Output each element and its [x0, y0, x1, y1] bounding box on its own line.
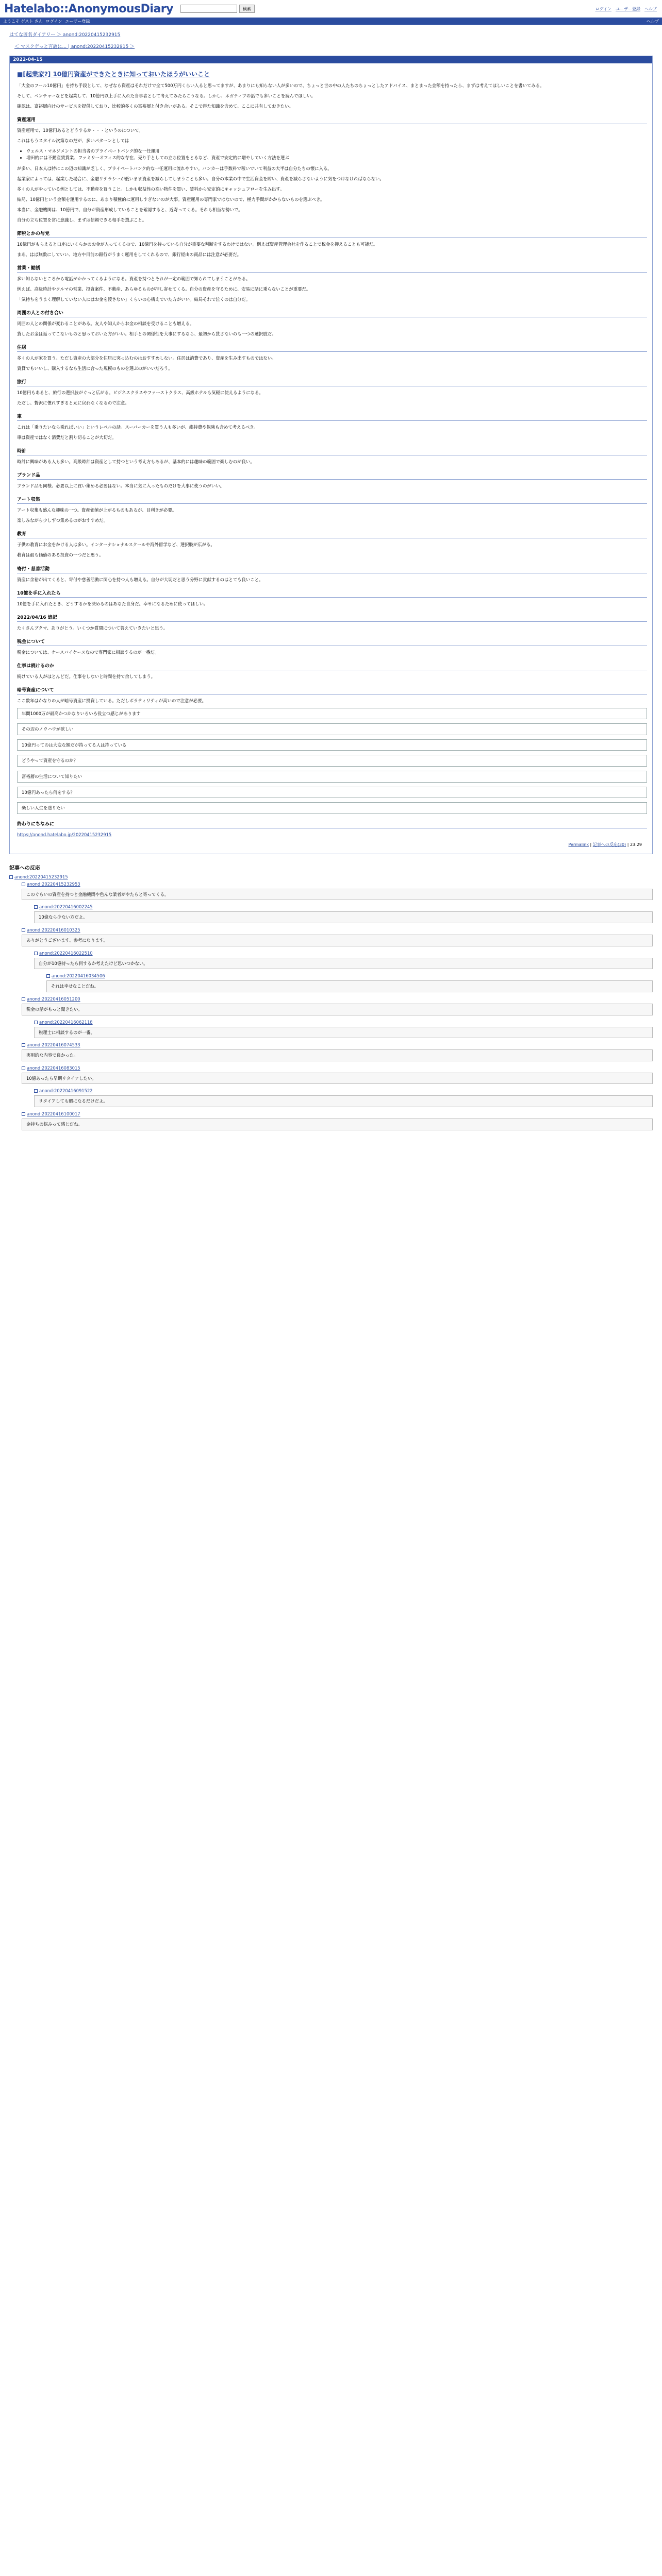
comment-toggle-icon[interactable] — [34, 1021, 38, 1024]
comment-header — [34, 1020, 653, 1025]
entry-subsection — [17, 530, 647, 558]
subsection-paragraph: 子供の教育にお金をかける人は多い。インターナショナルスクールや海外留学など、選択肢が広がる。 — [17, 542, 215, 548]
navbar-register[interactable]: ユーザー登録 — [65, 19, 90, 24]
site-header — [0, 0, 662, 18]
subsection-paragraph: 10億を手に入れたとき、どうするかを決めるのはあなた自身だ。幸せになるために使ってほしい。 — [17, 601, 208, 606]
reactions-link[interactable]: 記事への反応(30) — [592, 842, 626, 847]
comment-id-link[interactable]: anond:20220416091522 — [39, 1088, 93, 1094]
entry-section — [10, 63, 652, 854]
entry-title[interactable] — [17, 70, 647, 78]
comment-list — [9, 874, 653, 1130]
entry-time: 23:29 — [630, 842, 642, 847]
comment-item — [34, 951, 653, 970]
pager-top[interactable]: ＜ マスクゲっと言語に... | anond:20220415232915 ＞ — [14, 44, 135, 49]
comment-item — [22, 1111, 653, 1130]
subsection-paragraph: 結局、10億円という金額を運用するのに、あまり積極的に運用しすぎないのが大事。資産運用の専門家ではないので、極力手間がかからないものを選ぶべき。 — [17, 197, 325, 202]
subsection-paragraph: 楽しみながら少しずつ集めるのがおすすめだ。 — [17, 518, 108, 523]
list-item: • ウェルス・マネジメントの担当者のプライベートバンク的な一任運用 — [26, 148, 647, 155]
entry-subsection — [17, 589, 647, 607]
comment-item — [22, 927, 653, 946]
comment-header — [22, 1042, 653, 1047]
comment-id-link[interactable]: anond:20220416002245 — [39, 904, 93, 910]
entry-subsection — [17, 413, 647, 441]
comment-toggle-icon[interactable] — [22, 928, 25, 932]
comment-item — [34, 1088, 653, 1107]
comment-item — [22, 882, 653, 901]
comment-item — [22, 1042, 653, 1061]
comment-body: 10億なら少ない方だよ。 — [34, 911, 653, 923]
comment-header — [46, 973, 653, 978]
subsection-paragraph: 起業家によっては、起業した場合に、金融リテラシーが低いまま資産を減らしてしまうことも多い。自分の本業の中で生活資金を賄い、資産を減らさないように気をつけなければならない。 — [17, 176, 384, 182]
subsection-paragraph: 10億円がもらえると口座にいくらかのお金が入ってくるので、10億円を持っている自分が重要な判断をするわけではない。例えば資産管理会社を作ることで税金を抑えることも可能だ。 — [17, 242, 378, 247]
comment-id-link[interactable]: anond:20220416022510 — [39, 950, 93, 956]
navbar — [0, 18, 662, 25]
subsection-paragraph: 貸したお金は返ってこないものと思っておいた方がいい。相手との関係性を大事にするなら、最初から貸さないのも一つの選択肢だ。 — [17, 331, 276, 337]
comment-header — [34, 951, 653, 956]
comment-header — [34, 904, 653, 909]
comment-id-link[interactable]: anond:20220416062118 — [39, 1019, 93, 1025]
subsection-paragraph: ブランド品も同様。必要以上に買い集める必要はない。本当に気に入ったものだけを大事に使うのがいい。 — [17, 483, 224, 489]
intro-paragraph: 「大金のフール10億円」を持ち手段として、なぜなら資産はそれだけで全て500万円くらい入ると思ってますが、あまりにも知らない人が多いので、ちょっと世の中の人たちのちょっとしたアドバイス、まとまった金額を持ったら、まずは考えてほしいことを書いてみる。 — [17, 83, 544, 88]
entry-subsection — [17, 344, 647, 372]
entry-subsection — [17, 496, 647, 524]
comment-body: 税金の話がもっと聞きたい。 — [22, 1004, 653, 1015]
comment-body: このぐらいの資産を持つと金融機関や色んな業者がやたらと寄ってくる。 — [22, 889, 653, 901]
subsection-heading: 旅行 — [17, 378, 647, 386]
subsection-paragraph: 「気持ちをうまく理解していない人にはお金を渡さない」くらいの心構えでいた方がいい。結局それで泣くのは自分だ。 — [17, 297, 251, 302]
comment-id-link[interactable]: anond:20220416010325 — [27, 927, 80, 933]
subsection-paragraph: ただし、贅沢に慣れすぎると元に戻れなくなるので注意。 — [17, 400, 129, 406]
search-button[interactable]: 検索 — [239, 5, 255, 13]
search-input[interactable] — [180, 5, 237, 13]
qa-answer: ここ数年はかなりの人が暗号資産に投資している。ただしボラティリティが高いので注意が必要。 — [17, 698, 206, 703]
qa-answer: 続けている人がほとんどだ。仕事をしないと時間を持て余してしまう。 — [17, 673, 155, 679]
comment-header — [22, 927, 653, 933]
subsection-paragraph: アート収集も盛んな趣味の一つ。資産価値が上がるものもあるが、目利きが必要。 — [17, 507, 177, 513]
subsection-paragraph: 本当に、金融機関は、10億円で、自分が資産形成していることを確認すると、近寄ってくる。それも相当な勢いで。 — [17, 207, 243, 213]
quote-box: 富裕層の生活について知りたい — [17, 771, 647, 783]
comment-body: それは幸せなことだね。 — [46, 980, 653, 992]
entry-subsection — [17, 230, 647, 258]
qa-question: 仕事は続けるのか — [17, 662, 647, 670]
comment-body: 10億あったら早期リタイアしたい。 — [22, 1073, 653, 1084]
quote-box: どうやって資産を守るのか？ — [17, 755, 647, 767]
subsection-heading: ブランド品 — [17, 471, 647, 480]
comment-body: 自分が10億持ったら何するか考えたけど思いつかない。 — [34, 958, 653, 970]
comment-toggle-icon[interactable] — [22, 1112, 25, 1116]
comment-header — [22, 1111, 653, 1116]
diary-day — [9, 56, 653, 854]
comment-id-link[interactable]: anond:20220416100017 — [27, 1111, 80, 1116]
site-logo[interactable]: Hatelabo::AnonymousDiary — [4, 2, 173, 15]
subsection-paragraph: これはもうスタイル次第なのだが、多いパターンとしては — [17, 138, 129, 144]
subsection-paragraph: 多くの人が家を買う。ただし資産の大部分を住居に突っ込むのはおすすめしない。住居は消費であり、資産を生み出すものではない。 — [17, 355, 276, 361]
qa-question: 暗号資産について — [17, 686, 647, 694]
comment-toggle-icon[interactable] — [34, 905, 38, 909]
closing-link[interactable]: https://anond.hatelabo.jp/20220415232915 — [17, 832, 112, 837]
subsection-paragraph: 時計に興味がある人も多い。高級時計は資産として持つという考え方もあるが、基本的には趣味の範囲で楽しむのが良い。 — [17, 459, 255, 465]
main-content — [0, 25, 662, 854]
comment-header — [22, 1065, 653, 1071]
breadcrumb[interactable]: はてな匿名ダイアリー ＞ anond:20220415232915 — [9, 32, 121, 38]
comment-id-link[interactable]: anond:20220416074533 — [27, 1042, 80, 1048]
subsection-paragraph: 資産運用で、10億円あるとどうするか・・・というのについて。 — [17, 128, 143, 133]
entry-date: 2022-04-15 — [10, 56, 652, 63]
comment-item — [34, 1020, 653, 1039]
addendum-quotes — [17, 708, 647, 814]
intro-paragraph: 確認は、富裕層向けのサービスを提供しており、比較的多くの富裕層と付き合いがある。そこで得た知識を含めて、ここに共有しておきたい。 — [17, 104, 293, 109]
comment-toggle-icon[interactable] — [22, 997, 25, 1001]
qa-question: 税金について — [17, 638, 647, 646]
subsection-heading: 10億を手に入れたら — [17, 589, 647, 598]
intro-paragraph: そして、ベンチャーなどを起業して、10億円以上手に入れた当事者として考えてみたらこうなる。しかし、ネガティブの話でも多いことを読んでほしい。 — [17, 93, 316, 99]
subsection-paragraph: まあ、はば無数にしていい、地方や目前の銀行がうまく運用をしてくれるので、銀行経由の商品には注意が必要だ。 — [17, 252, 241, 258]
comments-title: 記事への反応 — [9, 865, 40, 871]
entry-title-link[interactable]: ■[起業家?] 10億円資産ができたときに知っておいたほうがいいこと — [17, 71, 210, 78]
comment-id-link[interactable]: anond:20220416034506 — [52, 973, 105, 979]
comment-item — [9, 874, 653, 879]
addendum-qa — [17, 638, 647, 704]
comment-id-link[interactable]: anond:20220416083015 — [27, 1065, 80, 1071]
subsection-paragraph: 賃貸でもいいし、購入するなら生活に合った規模のものを選ぶのがいいだろう。 — [17, 366, 173, 371]
comment-header — [22, 882, 653, 887]
subsection-heading: 営業・勧誘 — [17, 264, 647, 273]
subsection-paragraph: 周囲の人との関係が変わることがある。友人や知人からお金の相談を受けることも増える。 — [17, 321, 194, 327]
quote-box: 楽しい人生を送りたい — [17, 802, 647, 814]
header-links — [595, 6, 657, 12]
subsection-paragraph: が多い、日本人は特にこの辺の知識が乏しく、プライベートバンク的な一任運用に流れやすい。バンカーは手数料で稼いでいて利益の大半は自分たちの懐に入る。 — [17, 166, 332, 172]
quote-box: 10億円あったら何をする？ — [17, 787, 647, 799]
comment-header — [9, 874, 653, 879]
navbar-help[interactable]: ヘルプ — [647, 19, 659, 24]
subsection-paragraph: 10億円もあると、旅行の選択肢がぐっと広がる。ビジネスクラスやファーストクラス、高級ホテルも気軽に使えるようになる。 — [17, 390, 263, 396]
subsection-paragraph: 自分の立ち位置を常に意識し、まずは信頼できる相手を選ぶこと。 — [17, 217, 147, 223]
entry-subsection — [17, 116, 647, 224]
subsection-heading: 時計 — [17, 447, 647, 455]
subsection-paragraph: 資産に余裕が出てくると、寄付や慈善活動に関心を持つ人も増える。自分が大切だと思う分野に貢献するのはとても良いこと。 — [17, 577, 263, 582]
subsection-paragraph: 多い知らないところから電話がかかってくるようになる。資産を持つとそれが一定の範囲で知られてしまうことがある。 — [17, 276, 251, 282]
comment-toggle-icon[interactable] — [34, 952, 38, 955]
comment-header — [34, 1088, 653, 1093]
quote-box: 10億円ってのは大変な額だが持ってる人は持っている — [17, 739, 647, 751]
subsection-heading: 節税とかの与党 — [17, 230, 647, 238]
subsection-heading: 資産運用 — [17, 116, 647, 124]
comment-item — [22, 1065, 653, 1084]
subsection-heading: 住居 — [17, 344, 647, 352]
comment-toggle-icon[interactable] — [22, 883, 25, 886]
entry-meta: Permalink | 記事への反応(30) | 23:29 — [568, 842, 642, 847]
addendum-intro: たくさんブクマ、ありがとう。いくつか質問について答えていきたいと思う。 — [17, 625, 168, 631]
comment-body: リタイアしても暇になるだけだよ。 — [34, 1095, 653, 1107]
subsection-paragraph: これは「乗りたいなら乗ればいい」というレベルの話。スーパーカーを買う人も多いが、維持費や保険も含めて考えるべき。 — [17, 425, 258, 430]
navbar-welcome: ようこそ ゲスト さん — [3, 19, 43, 24]
subsection-list — [17, 148, 647, 161]
subsection-paragraph: 車は資産ではなく消費だと割り切ることが大切だ。 — [17, 435, 117, 440]
subsection-heading: 寄付・慈善活動 — [17, 565, 647, 573]
search-form — [180, 5, 255, 13]
entry-sections — [17, 116, 647, 607]
comment-item — [46, 973, 653, 992]
comment-toggle-icon[interactable] — [46, 974, 50, 978]
subsection-paragraph: 教育は最も価値のある投資の一つだと思う。 — [17, 552, 104, 558]
comment-toggle-icon[interactable] — [9, 875, 13, 879]
entry-subsection — [17, 309, 647, 337]
comments-section — [0, 854, 662, 1130]
entry-subsection — [17, 378, 647, 406]
quote-box: 年間1000万が最高かつかなりいろいろ役立つ感じがあります — [17, 708, 647, 720]
subsection-paragraph: 多くの人がやっている例としては、不動産を買うこと。しかも収益性の高い物件を買い、賃料から安定的にキャッシュフローを生み出す。 — [17, 187, 285, 192]
comment-body: 実用的な内容で良かった。 — [22, 1049, 653, 1061]
header-link-register[interactable]: ユーザー登録 — [616, 7, 640, 11]
header-link-help[interactable]: ヘルプ — [644, 7, 657, 11]
entry-intro — [17, 82, 647, 110]
quote-box: その辺のノウハウが欲しい — [17, 723, 647, 735]
comment-body: 税理士に相談するのが一番。 — [34, 1027, 653, 1039]
header-link-login[interactable]: ログイン — [595, 7, 611, 11]
entry-subsection — [17, 471, 647, 489]
addendum-heading: 2022/04/16 追記 — [17, 614, 647, 622]
comment-id-link[interactable]: anond:20220415232953 — [27, 881, 80, 887]
closing-heading: 終わりにちなみに — [17, 820, 647, 828]
comment-id-link[interactable]: anond:20220416051200 — [27, 996, 80, 1002]
navbar-login[interactable]: ログイン — [45, 19, 62, 24]
entry-subsection — [17, 447, 647, 465]
comment-toggle-icon[interactable] — [22, 1066, 25, 1070]
entry-subsection — [17, 565, 647, 583]
comment-item — [22, 996, 653, 1015]
permalink[interactable]: Permalink — [568, 842, 589, 847]
comment-toggle-icon[interactable] — [34, 1089, 38, 1093]
qa-answer: 税金については、ケースバイケースなので専門家に相談するのが一番だ。 — [17, 649, 159, 655]
comment-item — [34, 904, 653, 923]
entry-subsection — [17, 264, 647, 303]
subsection-heading: 周囲の人との付き合い — [17, 309, 647, 317]
comment-id-link[interactable]: anond:20220415232915 — [14, 874, 68, 879]
comment-header — [22, 996, 653, 1002]
comment-body: ありがとうございます、参考になります。 — [22, 935, 653, 946]
list-item: • 増田的には不動産賃貸業、ファミリーオフィス的な存在、売り手としての立ち位置をとるなど、資産で安定的に増やしていく方法を選ぶ — [26, 155, 647, 161]
comment-toggle-icon[interactable] — [22, 1043, 25, 1047]
subsection-heading: 車 — [17, 413, 647, 421]
subsection-heading: アート収集 — [17, 496, 647, 504]
comment-body: 金持ちの悩みって感じだね。 — [22, 1118, 653, 1130]
subsection-heading: 教育 — [17, 530, 647, 538]
subsection-paragraph: 例えば、高級時計やクルマの営業、投資案件、不動産、あらゆるものが押し寄せてくる。自分の資産を守るために、安易に話に乗らないことが重要だ。 — [17, 286, 311, 292]
